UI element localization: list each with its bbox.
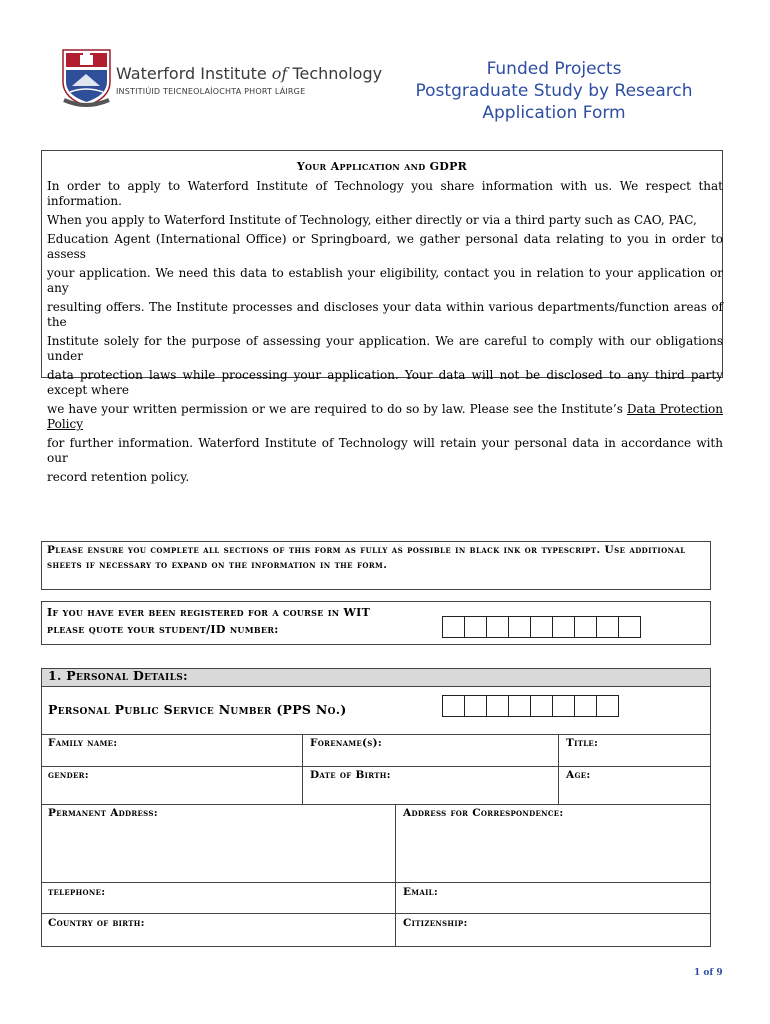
pps-label: Personal Public Service Number (PPS No.) [48,702,347,717]
divider [558,734,559,804]
gdpr-text [47,179,723,489]
gdpr-paragraph: resulting offers. The Institute processes and discloses your data within various departments/function areas of the [47,300,723,329]
id-digit-cell[interactable] [618,616,641,638]
id-digit-cell[interactable] [530,616,552,638]
form-title [395,58,713,124]
institute-irish-name: INSTITIÚID TEICNEOLAÍOCHTA PHORT LÁIRGE [116,87,306,96]
gdpr-heading: Your Application and GDPR [296,160,468,173]
title-line-3: Application Form [482,103,626,123]
permanent-address-field[interactable]: Permanent Address: [48,807,158,819]
pps-digit-cell[interactable] [574,695,596,717]
id-digit-cell[interactable] [508,616,530,638]
country-of-birth-field[interactable]: Country of birth: [48,917,145,929]
title-field[interactable]: Title: [566,737,599,749]
id-digit-cell[interactable] [486,616,508,638]
pps-digit-cell[interactable] [508,695,530,717]
forenames-field[interactable]: Forename(s): [310,737,383,749]
age-field[interactable]: Age: [566,769,591,781]
institute-name: Waterford Institute of Technology [116,64,383,83]
page-number: 1 of 9 [694,968,723,978]
title-line-1: Funded Projects [486,59,622,79]
pps-digit-cell[interactable] [442,695,464,717]
pps-digit-cell[interactable] [552,695,574,717]
crest-icon [63,50,110,106]
gender-field[interactable]: gender: [48,769,89,781]
divider [395,804,396,946]
email-field[interactable]: Email: [403,886,439,898]
date-of-birth-field[interactable]: Date of Birth: [310,769,391,781]
section-1-title: 1. Personal Details: [48,668,188,683]
gdpr-paragraph: When you apply to Waterford Institute of Technology, either directly or via a third party such as CAO, PAC, [47,213,697,227]
title-line-2: Postgraduate Study by Research [415,81,693,101]
gdpr-paragraph: your application. We need this data to establish your eligibility, contact you in relation to your application or any [47,266,723,295]
gdpr-paragraph: record retention policy. [47,470,190,484]
id-digit-cell[interactable] [552,616,574,638]
divider [41,734,710,735]
data-protection-policy-link[interactable]: Data Protection Policy [47,402,723,431]
divider [41,913,710,914]
gdpr-paragraph: In order to apply to Waterford Institute of Technology you share information with us. We respect that information. [47,179,723,208]
divider [41,882,710,883]
instructions-text: Please ensure you complete all sections of this form as fully as possible in black ink or typescript. Use additional sheets if necessary to expand on the information in the form. [47,544,686,571]
gdpr-paragraph: for further information. Waterford Institute of Technology will retain your personal data in accordance with our [47,436,723,465]
id-digit-cell[interactable] [596,616,618,638]
pps-digit-cell[interactable] [530,695,552,717]
pps-digit-cell[interactable] [596,695,619,717]
divider [41,804,710,805]
pps-digit-cell[interactable] [486,695,508,717]
gdpr-paragraph: Education Agent (International Office) or Springboard, we gather personal data relating to you in order to assess [47,232,723,261]
divider [41,766,710,767]
citizenship-field[interactable]: Citizenship: [403,917,468,929]
pps-input[interactable] [442,695,619,717]
gdpr-paragraph: Institute solely for the purpose of assessing your application. We are careful to comply with our obligations under [47,334,723,363]
id-digit-cell[interactable] [464,616,486,638]
id-digit-cell[interactable] [574,616,596,638]
gdpr-paragraph: we have your written permission or we are required to do so by law. Please see the Institute’s Data Protection Policy [47,402,723,431]
family-name-field[interactable]: Family name: [48,737,118,749]
correspondence-address-field[interactable]: Address for Correspondence: [403,807,564,819]
student-id-label: If you have ever been registered for a course in WIT please quote your student/ID number: [47,606,371,636]
id-digit-cell[interactable] [442,616,464,638]
student-id-input[interactable] [442,616,641,638]
divider [302,734,303,804]
pps-digit-cell[interactable] [464,695,486,717]
gdpr-paragraph: data protection laws while processing your application. Your data will not be disclosed to any third party except where [47,368,723,397]
telephone-field[interactable]: telephone: [48,886,106,898]
